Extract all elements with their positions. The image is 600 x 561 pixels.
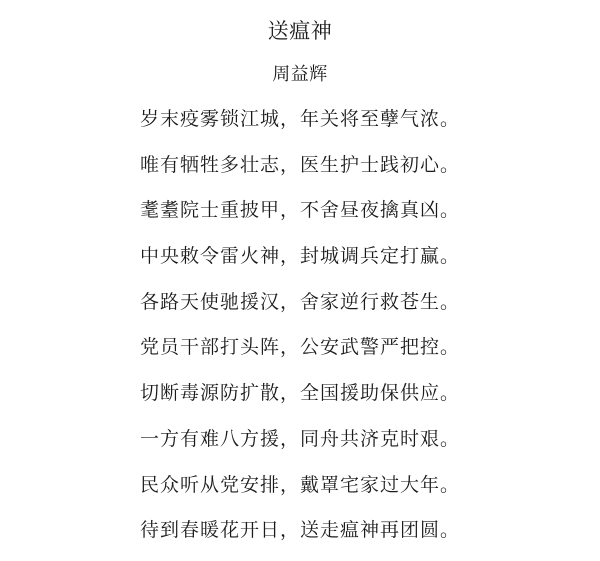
poem-line: 切断毒源防扩散，全国援助保供应。 — [139, 382, 460, 405]
poem-line: 中央敕令雷火神，封城调兵定打赢。 — [139, 245, 460, 268]
poem-line: 唯有牺牲多壮志，医生护士践初心。 — [139, 153, 460, 176]
poem-line: 各路天使驰援汉，舍家逆行救苍生。 — [139, 290, 460, 313]
poem-line: 党员干部打头阵，公安武警严把控。 — [139, 336, 460, 359]
poem-author: 周益辉 — [272, 64, 328, 85]
poem-lines — [0, 104, 600, 561]
poem-line: 待到春暖花开日，送走瘟神再团圆。 — [139, 519, 460, 542]
poem-line: 民众听从党安排，戴罩宅家过大年。 — [139, 473, 460, 496]
poem-line: 耄耋院士重披甲，不舍昼夜擒真凶。 — [139, 199, 460, 222]
poem-title: 送瘟神 — [267, 19, 333, 43]
poem-line: 岁末疫雾锁江城，年关将至孽气浓。 — [139, 108, 460, 130]
poem-line: 一方有难八方援，同舟共济克时艰。 — [139, 427, 460, 450]
